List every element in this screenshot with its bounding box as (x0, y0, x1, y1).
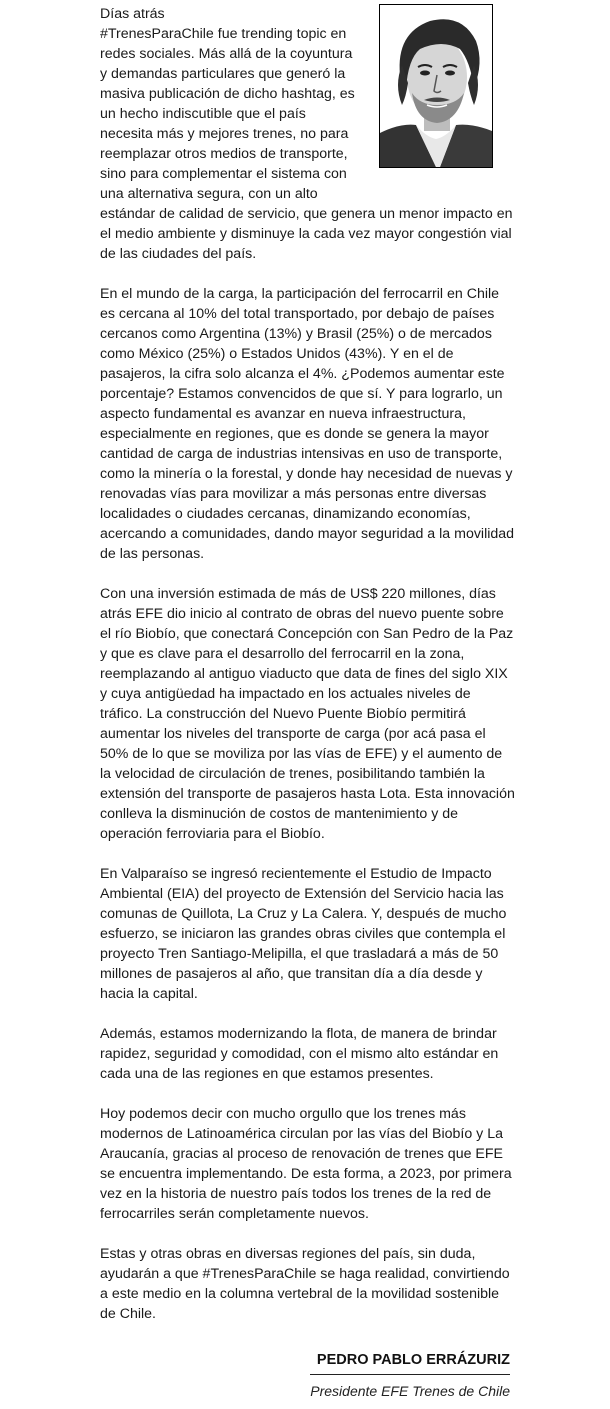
paragraph-line: operación ferroviaria para el Biobío. (100, 826, 325, 842)
paragraph-line: un hecho indiscutible que el país (100, 106, 306, 122)
paragraph-line: redes sociales. Más allá de la coyuntura (100, 46, 353, 62)
paragraph-line: ayudarán a que #TrenesParaChile se haga realidad, convirtiendo (100, 1266, 510, 1282)
paragraph-line: cantidad de carga de industrias intensivas en uso de transporte, (100, 446, 503, 462)
author-signature (310, 1350, 510, 1401)
paragraph-line: ferrocarriles serán completamente nuevos. (100, 1206, 369, 1222)
article-paragraph (100, 584, 520, 844)
article-paragraph (100, 1244, 520, 1324)
paragraph-line: aumentar los niveles del transporte de carga (por acá pasa el (100, 726, 486, 742)
paragraph-line: reemplazar otros medios de transporte, (100, 146, 348, 162)
paragraph-line: localidades o ciudades cercanas, dinamizando economías, (100, 506, 471, 522)
paragraph-line: de Chile. (100, 1306, 156, 1322)
paragraph-line: se encuentra implementando. De esta forma, a 2023, por primera (100, 1166, 512, 1182)
paragraph-line: comunas de Quillota, La Cruz y La Calera. Y, después de mucho (100, 906, 507, 922)
paragraph-line: cercanos como Argentina (13%) y Brasil (25%) o de mercados (100, 326, 492, 342)
paragraph-line: es cercana al 10% del total transportado, por debajo de países (100, 306, 495, 322)
paragraph-line: Con una inversión estimada de más de US$ 220 millones, días (100, 586, 496, 602)
paragraph-line: Ambiental (EIA) del proyecto de Extensión del Servicio hacia las (100, 886, 504, 902)
paragraph-line: la velocidad de circulación de trenes, posibilitando también la (100, 766, 485, 782)
paragraph-line: como la minería o la forestal, y donde hay necesidad de nuevas y (100, 466, 513, 482)
paragraph-line: conlleva la disminución de costos de mantenimiento y de (100, 806, 459, 822)
paragraph-line: Además, estamos modernizando la flota, de manera de brindar (100, 1026, 497, 1042)
paragraph-line: sino para complementar el sistema con (100, 166, 347, 182)
paragraph-line: En Valparaíso se ingresó recientemente el Estudio de Impacto (100, 866, 492, 882)
paragraph-line: y cuya antigüedad ha impactado en los actuales niveles de (100, 686, 471, 702)
paragraph-line: como México (25%) o Estados Unidos (43%). Y en el de (100, 346, 454, 362)
paragraph-line: una alternativa segura, con un alto (100, 186, 318, 202)
paragraph-line: y que es clave para el desarrollo del ferrocarril en la zona, (100, 646, 465, 662)
paragraph-line: especialmente en regiones, que es donde se genera la mayor (100, 426, 489, 442)
paragraph-line: estándar de calidad de servicio, que genera un menor impacto en (100, 206, 513, 222)
paragraph-line: aspecto fundamental es avanzar en nueva infraestructura, (100, 406, 466, 422)
paragraph-line: En el mundo de la carga, la participación del ferrocarril en Chile (100, 286, 500, 302)
paragraph-line: cada una de las regiones en que estamos presentes. (100, 1066, 434, 1082)
paragraph-line: Hoy podemos decir con mucho orgullo que los trenes más (100, 1106, 466, 1122)
paragraph-line: #TrenesParaChile fue trending topic en (100, 26, 347, 42)
paragraph-line: proyecto Tren Santiago-Melipilla, el que trasladará a más de 50 (100, 946, 499, 962)
paragraph-line: renovadas vías para movilizar a más personas entre diversas (100, 486, 487, 502)
paragraph-line: millones de pasajeros al año, que transitan día a día desde y (100, 966, 483, 982)
paragraph-line: modernos de Latinoamérica circulan por las vías del Biobío y La (100, 1126, 503, 1142)
paragraph-line: a este medio en la columna vertebral de la movilidad sostenible (100, 1286, 500, 1302)
paragraph-line: esfuerzo, se iniciaron las grandes obras civiles que contempla el (100, 926, 506, 942)
article-paragraph (100, 284, 520, 564)
paragraph-line: Estas y otras obras en diversas regiones del país, sin duda, (100, 1246, 476, 1262)
paragraph-line: reemplazando al antiguo viaducto que data de fines del siglo XIX (100, 666, 508, 682)
paragraph-line: rapidez, seguridad y comodidad, con el mismo alto estándar en (100, 1046, 499, 1062)
author-portrait-icon (380, 5, 492, 167)
article-paragraph (100, 864, 520, 1004)
author-title: Presidente EFE Trenes de Chile (310, 1383, 510, 1399)
paragraph-line: de las personas. (100, 546, 205, 562)
paragraph-line: y demandas particulares que generó la (100, 66, 346, 82)
paragraph-line: vez en la historia de nuestro país todos los trenes de la red de (100, 1186, 492, 1202)
article-paragraph (100, 1024, 520, 1084)
article-body (100, 4, 520, 1344)
paragraph-line: necesita más y mejores trenes, no para (100, 126, 349, 142)
paragraph-line: 50% de lo que se moviliza por las vías de EFE) y el aumento de (100, 746, 503, 762)
paragraph-line: hacia la capital. (100, 986, 198, 1002)
author-name: PEDRO PABLO ERRÁZURIZ (316, 1352, 510, 1368)
paragraph-line: porcentaje? Estamos convencidos de que sí. Y para lograrlo, un (100, 386, 503, 402)
paragraph-line: de las ciudades del país. (100, 246, 257, 262)
paragraph-line: Días atrás (100, 6, 165, 22)
paragraph-line: atrás EFE dio inicio al contrato de obras del nuevo puente sobre (100, 606, 504, 622)
author-photo (379, 4, 493, 168)
paragraph-line: pasajeros, la cifra solo alcanza el 4%. ¿Podemos aumentar este (100, 366, 505, 382)
paragraph-line: Araucanía, gracias al proceso de renovación de trenes que EFE (100, 1146, 504, 1162)
paragraph-line: el río Biobío, que conectará Concepción con San Pedro de la Paz (100, 626, 514, 642)
paragraph-line: extensión del transporte de pasajeros hasta Lota. Esta innovación (100, 786, 515, 802)
paragraph-line: masiva publicación de dicho hashtag, es (100, 86, 355, 102)
paragraph-line: tráfico. La construcción del Nuevo Puente Biobío permitirá (100, 706, 466, 722)
signature-divider (310, 1374, 510, 1375)
paragraph-line: acercando a comunidades, dando mayor seguridad a la movilidad (100, 526, 515, 542)
paragraph-line: el medio ambiente y disminuye la cada vez mayor congestión vial (100, 226, 512, 242)
article-paragraph (100, 1104, 520, 1224)
